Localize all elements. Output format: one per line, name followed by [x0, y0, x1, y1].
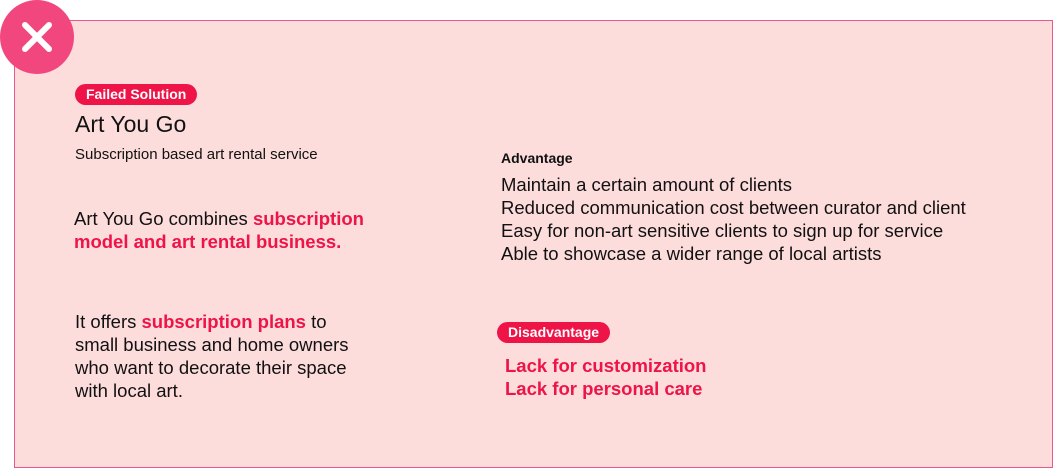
- advantage-item: Easy for non-art sensitive clients to sign up for service: [501, 220, 944, 241]
- advantage-heading: Advantage: [501, 150, 573, 166]
- advantage-list: [501, 173, 966, 265]
- offer-highlight: subscription plans: [141, 311, 306, 332]
- failed-status-badge: [0, 0, 74, 74]
- offer-text-end: to small business and home owners who want to decorate their space with local art.: [75, 311, 349, 401]
- solution-title: Art You Go: [75, 111, 187, 137]
- solution-subtitle: Subscription based art rental service: [75, 146, 318, 163]
- intro-highlight: subscription model and art rental business.: [74, 208, 364, 252]
- disadvantage-item: Lack for personal care: [505, 378, 703, 399]
- offer-text: It offers: [75, 311, 142, 332]
- disadvantage-badge: Disadvantage: [497, 322, 610, 343]
- advantage-item: Maintain a certain amount of clients: [501, 174, 793, 195]
- advantage-item: Reduced communication cost between curator and client: [501, 197, 966, 218]
- intro-text: Art You Go combines: [74, 208, 253, 229]
- offer-paragraph: [75, 310, 353, 402]
- failed-solution-badge: Failed Solution: [75, 84, 197, 105]
- disadvantage-item: Lack for customization: [505, 355, 707, 376]
- advantage-item: Able to showcase a wider range of local artists: [501, 243, 882, 264]
- intro-paragraph: [74, 207, 404, 253]
- disadvantage-list: [505, 354, 706, 400]
- close-x-icon: [21, 21, 53, 53]
